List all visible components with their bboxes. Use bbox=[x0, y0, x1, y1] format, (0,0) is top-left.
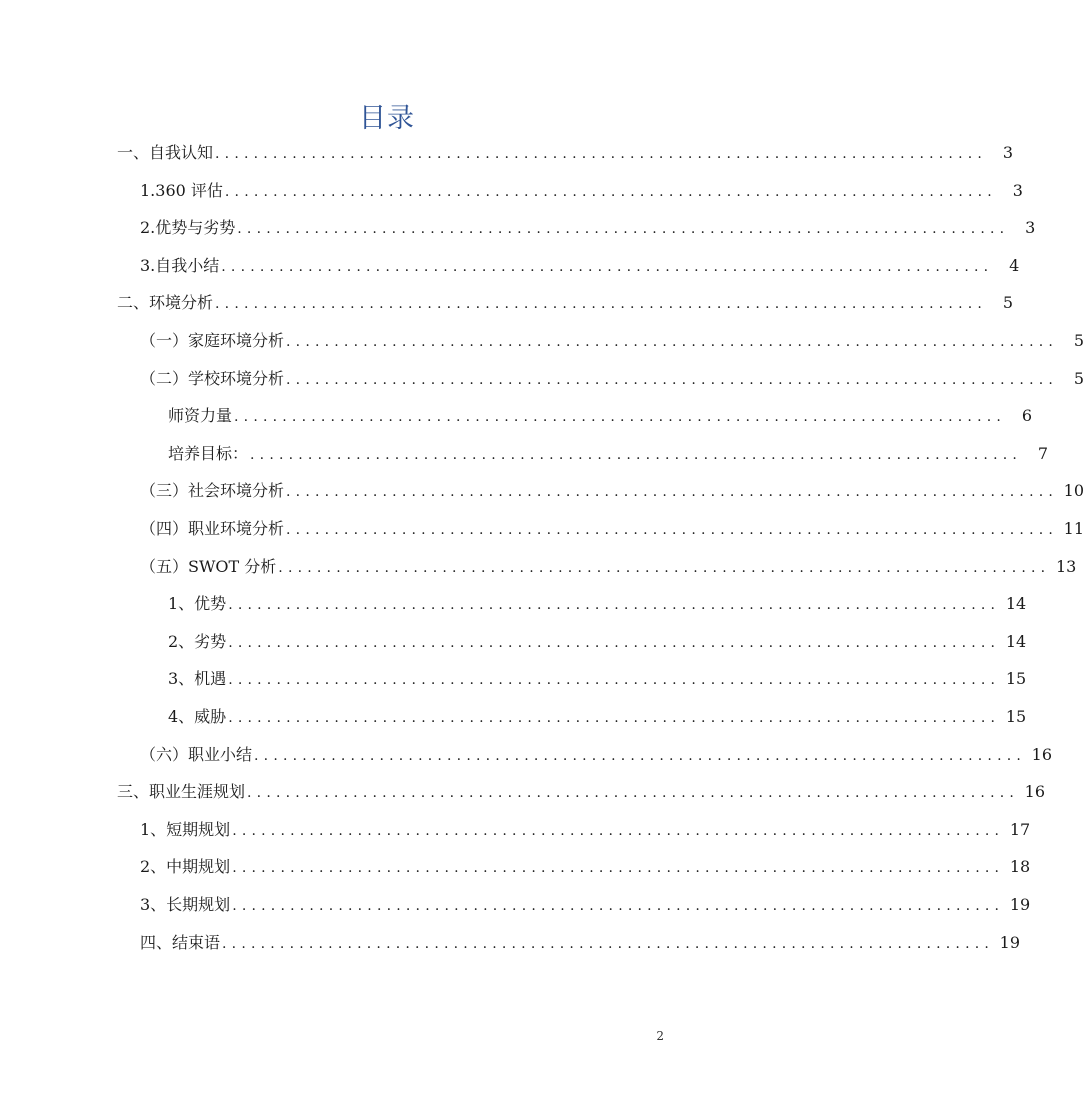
toc-entry[interactable] bbox=[140, 742, 1053, 768]
toc-entry-label: 二、环境分析 bbox=[117, 293, 214, 313]
toc-entry-page: 3 bbox=[1012, 180, 1023, 200]
toc-entry-page: 14 bbox=[1005, 631, 1027, 651]
toc-entry-page: 19 bbox=[1009, 895, 1031, 914]
toc-entry-label: 三、职业生涯规划 bbox=[117, 782, 246, 802]
toc-leader-dots: ................................................................................ bbox=[286, 484, 1059, 501]
toc-entry-label: 2、中期规划 bbox=[140, 857, 231, 877]
toc-leader-dots: ................................................................................ bbox=[237, 221, 1010, 238]
toc-entry-label: 师资力量 bbox=[168, 406, 233, 426]
toc-entry[interactable] bbox=[140, 930, 1021, 956]
toc-entry-label: 四、结束语 bbox=[140, 932, 221, 952]
toc-entry[interactable] bbox=[117, 140, 1014, 166]
toc-entry-page: 17 bbox=[1009, 819, 1031, 839]
toc-leader-dots: ................................................................................ bbox=[222, 935, 995, 952]
toc-entry[interactable] bbox=[140, 253, 1020, 279]
toc-entry-label: 4、威胁 bbox=[168, 707, 227, 726]
toc-entry-label: 2.优势与劣势 bbox=[140, 218, 236, 238]
toc-entry[interactable] bbox=[140, 892, 1031, 918]
toc-entry[interactable] bbox=[140, 178, 1023, 204]
toc-entry[interactable] bbox=[168, 666, 1027, 692]
toc-entry-page: 16 bbox=[1024, 782, 1046, 802]
toc-entry-label: 1、优势 bbox=[168, 594, 227, 614]
toc-entry[interactable] bbox=[140, 817, 1031, 843]
toc-title: 目录 bbox=[359, 103, 415, 134]
toc-entry-label: 一、自我认知 bbox=[117, 143, 214, 162]
toc-entry-page: 10 bbox=[1063, 481, 1084, 501]
toc-entry-page: 5 bbox=[1073, 368, 1084, 388]
toc-entry-label: （四）职业环境分析 bbox=[140, 519, 285, 538]
toc-entry[interactable] bbox=[117, 290, 1014, 316]
toc-entry-label: （六）职业小结 bbox=[140, 744, 253, 764]
toc-entry-page: 16 bbox=[1031, 744, 1053, 764]
toc-entry[interactable] bbox=[168, 591, 1027, 617]
toc-entry-label: 3、机遇 bbox=[168, 669, 227, 689]
toc-entry[interactable] bbox=[140, 516, 1084, 542]
toc-entry[interactable] bbox=[168, 403, 1033, 429]
toc-entry[interactable] bbox=[168, 629, 1027, 655]
toc-leader-dots: ................................................................................ bbox=[215, 146, 988, 162]
toc-entry-label: （五）SWOT 分析 bbox=[140, 556, 277, 576]
toc-entry-page: 7 bbox=[1037, 443, 1049, 463]
toc-entry-label: 1.360 评估 bbox=[140, 180, 223, 200]
page-number: 2 bbox=[656, 1029, 664, 1043]
toc-leader-dots: ................................................................................ bbox=[286, 334, 1059, 350]
toc-leader-dots: ................................................................................ bbox=[254, 747, 1027, 764]
toc-entry-page: 4 bbox=[1009, 255, 1020, 275]
toc-entry[interactable] bbox=[140, 215, 1036, 241]
toc-entry-label: 3、长期规划 bbox=[140, 895, 231, 914]
toc-entry-label: （三）社会环境分析 bbox=[140, 481, 285, 501]
toc-leader-dots: ................................................................................ bbox=[224, 183, 997, 200]
toc-entry[interactable] bbox=[140, 366, 1084, 392]
toc-entry-label: 培养目标： bbox=[168, 443, 249, 463]
toc-leader-dots: ................................................................................ bbox=[250, 446, 1023, 463]
toc-entry-page: 5 bbox=[1002, 293, 1014, 313]
toc-leader-dots: ................................................................................ bbox=[278, 559, 1051, 576]
toc-leader-dots: ................................................................................ bbox=[228, 710, 1001, 726]
toc-entry[interactable] bbox=[117, 779, 1046, 805]
toc-leader-dots: ................................................................................ bbox=[232, 860, 1005, 877]
toc-entry[interactable] bbox=[140, 328, 1084, 354]
toc-entry-page: 3 bbox=[1002, 143, 1014, 162]
toc-entry-label: 3.自我小结 bbox=[140, 255, 220, 275]
toc-entry[interactable] bbox=[140, 478, 1084, 504]
toc-leader-dots: ................................................................................ bbox=[215, 296, 988, 313]
toc-leader-dots: ................................................................................ bbox=[228, 672, 1001, 689]
toc-entry[interactable] bbox=[140, 554, 1077, 580]
toc-entry-label: （二）学校环境分析 bbox=[140, 368, 285, 388]
toc-entry-page: 5 bbox=[1073, 331, 1084, 350]
toc-entry[interactable] bbox=[168, 704, 1027, 730]
toc-entry-page: 13 bbox=[1055, 556, 1077, 576]
toc-entry[interactable] bbox=[168, 441, 1049, 467]
toc-leader-dots: ................................................................................ bbox=[234, 409, 1007, 426]
toc-leader-dots: ................................................................................ bbox=[221, 258, 994, 275]
toc-leader-dots: ................................................................................ bbox=[232, 898, 1005, 914]
toc-leader-dots: ................................................................................ bbox=[232, 822, 1005, 839]
toc-leader-dots: ................................................................................ bbox=[228, 634, 1001, 651]
toc-entry-page: 11 bbox=[1063, 519, 1084, 538]
toc-entry-page: 6 bbox=[1021, 406, 1033, 426]
toc-entry-label: 2、劣势 bbox=[168, 631, 227, 651]
toc-entry-label: （一）家庭环境分析 bbox=[140, 331, 285, 350]
toc-entry-label: 1、短期规划 bbox=[140, 819, 231, 839]
toc-entry-page: 14 bbox=[1005, 594, 1027, 614]
toc-entry-page: 19 bbox=[999, 932, 1021, 952]
toc-entry-page: 3 bbox=[1025, 218, 1036, 238]
toc-entry-page: 15 bbox=[1005, 669, 1027, 689]
toc-entry-page: 18 bbox=[1009, 857, 1031, 877]
toc-leader-dots: ................................................................................ bbox=[228, 597, 1001, 614]
toc-entry[interactable] bbox=[140, 854, 1031, 880]
toc-leader-dots: ................................................................................ bbox=[286, 522, 1059, 538]
toc-leader-dots: ................................................................................ bbox=[286, 371, 1059, 388]
toc-leader-dots: ................................................................................ bbox=[247, 785, 1020, 802]
toc-entry-page: 15 bbox=[1005, 707, 1027, 726]
